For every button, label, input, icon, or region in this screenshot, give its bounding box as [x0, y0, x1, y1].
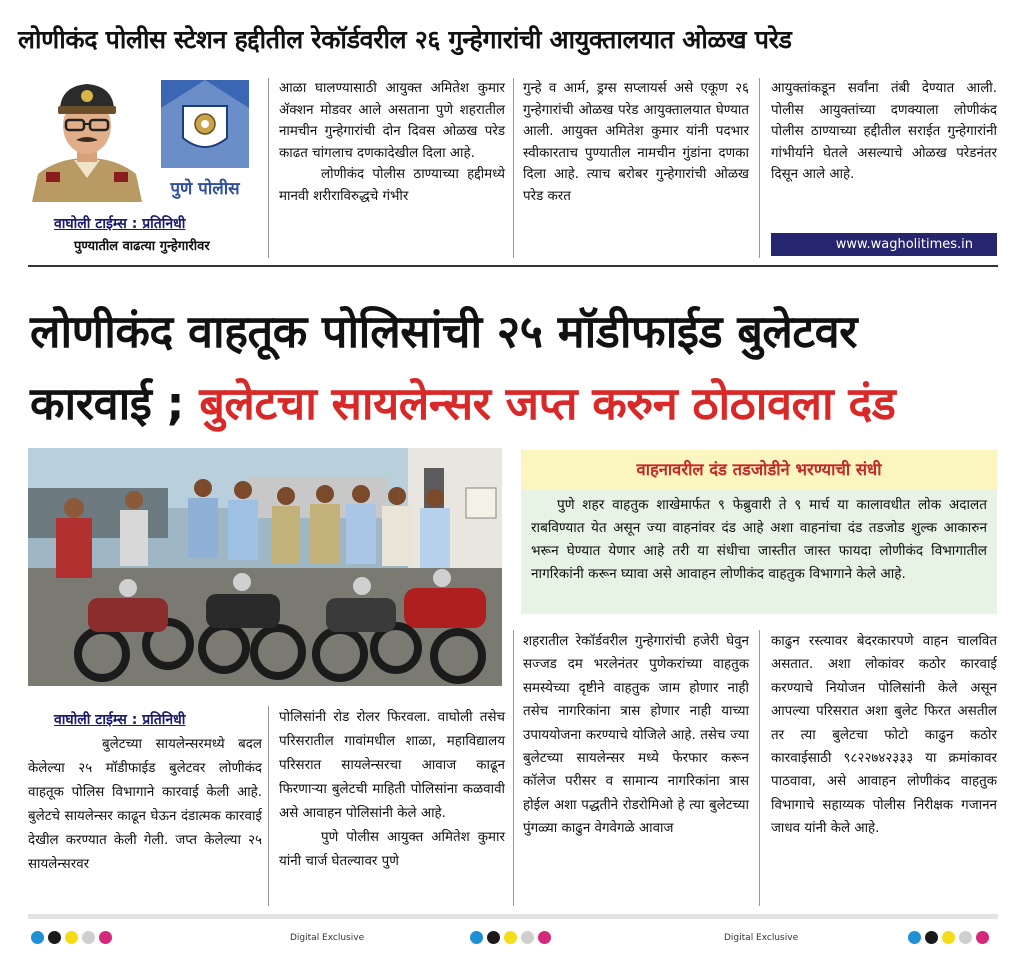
logo-caption: पुणे पोलीस [170, 179, 240, 199]
paragraph: काढुन रस्त्यावर बेदरकारपणे वाहन चालवित असतात. अशा लोकांवर कठोर कारवाई करण्याचे नियोजन पोलिसांनी केले असून आपल्या परिसरात अशा बुलेट फिरत असतील तर त्या बुलेटचा फोटो काढुन कठोर कारवाईसाठी ९८२२७४२३३३ या क्रमांकावर पाठवावा, असे आवाहन लोणीकंद वाहतुक विभागाचे सहाय्यक पोलीस निरीक्षक गजानन जाधव यांनी केले आहे. [771, 634, 997, 837]
color-dot [976, 931, 989, 944]
color-registration-left [31, 929, 116, 948]
color-dot [942, 931, 955, 944]
paragraph: बुलेटच्या सायलेन्सरमध्ये बदल केलेल्या २५ मॉडीफाईड बुलेटवर लोणीकंद वाहतूक पोलिस विभागाने कारवाई केली आहे. बुलेटचे सायलेन्सर काढून घेऊन दंडात्मक कारवाई देखील करण्यात केली गेली. जप्त केलेल्या २५ सायलेन्सरवर [28, 737, 262, 872]
color-registration-center [470, 929, 555, 948]
main-headline-line-1: लोणीकंद वाहतूक पोलिसांची २५ मॉडीफाईड बुलेटवर [30, 305, 858, 358]
paragraph: शहरातील रेकॉर्डवरील गुन्हेगारांची हजेरी घेवुन सज्जड दम भरलेनंतर पुणेकरांच्या वाहतुक समस्येच्या दृष्टीने वाहतुक जाम होणार नाही तसेच नागरिकांना त्रास होणार नाही याच्या उपाययोजना करण्याचे योजिले आहे. तसेच ज्या बुलेटच्या सायलेन्सर मध्ये फेरफार करून कॉलेज परीसर व सामान्य नागरिकांना त्रास होईल अशा पद्धतीने रोडरोमिओ हे त्या बुलेटच्या पुंगळ्या काढुन वेगवेगळे आवाज [523, 634, 749, 837]
top-lead-text: पुण्यातील वाढत्या गुन्हेगारीवर [74, 239, 210, 254]
main-article-column-3 [523, 630, 749, 841]
main-article-column-1 [28, 733, 262, 877]
color-dot [959, 931, 972, 944]
paragraph: लोणीकंद पोलीस ठाण्याच्या हद्दीमध्ये मानवी शरीराविरुद्धचे गंभीर [279, 167, 505, 204]
paragraph: गुन्हे व आर्म, ड्रग्स सप्लायर्स असे एकूण २६ गुन्हेगारांची ओळख परेड आयुक्तालयात घेण्यात आली. आयुक्त अमितेश कुमार यांनी पदभार स्वीकारताच पुण्यातील नामचीन गुंडांना दणका दिला आहे. त्याच बरोबर गुन्हेगारांची ओळख परेड करत [523, 81, 749, 204]
color-dot [504, 931, 517, 944]
top-headline: लोणीकंद पोलीस स्टेशन हद्दीतील रेकॉर्डवरील २६ गुन्हेगारांची आयुक्तालयात ओळख परेड [18, 25, 792, 54]
pune-police-logo [157, 78, 253, 200]
paragraph: आळा घालण्यासाठी आयुक्त अमितेश कुमार ॲक्शन मोडवर आले असताना पुणे शहरातील नामचीन गुन्हेगारांची दोन दिवस ओळख परेड काढत चांगलाच दणकादेखील दिला आहे. [279, 81, 505, 161]
paragraph: पुणे पोलीस आयुक्त अमितेश कुमार यांनी चार्ज घेतल्यावर पुणे [279, 830, 505, 869]
color-dot [470, 931, 483, 944]
color-dot [48, 931, 61, 944]
color-dot [82, 931, 95, 944]
top-article-column-1 [279, 78, 505, 207]
paragraph: पोलिसांनी रोड रोलर फिरवला. वाघोली तसेच परिसरातील गावांमधील शाळा, महाविद्यालय परिसरात सायलेन्सरचा आवाज काढून फिरणाऱ्या बुलेटची माहिती पोलिसांना कळवावी असे आवाहन पोलिसांनी केले आहे. [279, 710, 505, 821]
footer-bar [28, 914, 998, 919]
website-link[interactable]: www.wagholitimes.in [771, 233, 997, 256]
main-headline-line-2 [30, 372, 1005, 433]
main-article-column-4 [771, 630, 997, 841]
paragraph: आयुक्तांकडून सर्वांना तंबी देण्यात आली. पोलीस आयुक्तांच्या दणक्याला लोणीकंद पोलीस ठाण्याच्या हद्दीतील सराईत गुन्हेगारांनी गांभीर्याने घेतले असल्याचे ओळख परेडनंतर दिसून आले आहे. [771, 81, 997, 182]
headline-red-part: बुलेटचा सायलेन्सर जप्त करुन ठोठावला दंड [199, 377, 896, 430]
color-registration-right [908, 929, 993, 948]
officer-photo [28, 74, 146, 202]
color-dot [31, 931, 44, 944]
color-dot [65, 931, 78, 944]
column-divider [759, 78, 760, 258]
color-dot [925, 931, 938, 944]
color-dot [99, 931, 112, 944]
column-divider [268, 78, 269, 258]
color-dot [487, 931, 500, 944]
column-divider [759, 630, 760, 906]
info-box-body: पुणे शहर वाहतुक शाखेमार्फत ९ फेब्रुवारी ते ९ मार्च या कालावधीत लोक अदालत राबविण्यात येत असून ज्या वाहनांवर दंड आहे अशा वाहनांचा दंड तडजोड शुल्क आकारुन भरून घेण्यात येणार आहे तरी या संधीचा जास्तीत जास्त फायदा लोणीकंद विभागातील नागरिकांनी करून घ्यावा असे आवाहन लोणीकंद वाहतुक विभागाने केले आहे. [531, 497, 987, 582]
top-byline: वाघोली टाईम्स : प्रतिनिधी [54, 216, 186, 232]
top-article-column-3 [771, 78, 997, 186]
color-dot [538, 931, 551, 944]
top-article-column-2 [523, 78, 749, 207]
main-article-column-2 [279, 706, 505, 874]
column-divider [268, 706, 269, 906]
column-divider [513, 78, 514, 258]
column-divider [513, 630, 514, 906]
section-divider [28, 265, 998, 267]
footer-label-left: Digital Exclusive [290, 933, 365, 943]
info-box-title: वाहनावरील दंड तडजोडीने भरण्याची संधी [521, 450, 997, 490]
main-byline: वाघोली टाईम्स : प्रतिनिधी [54, 712, 186, 728]
footer-label-right: Digital Exclusive [724, 933, 799, 943]
info-box [521, 490, 997, 614]
headline-black-part: कारवाई ; [30, 377, 185, 430]
color-dot [521, 931, 534, 944]
color-dot [908, 931, 921, 944]
police-bullets-photo [28, 448, 502, 686]
